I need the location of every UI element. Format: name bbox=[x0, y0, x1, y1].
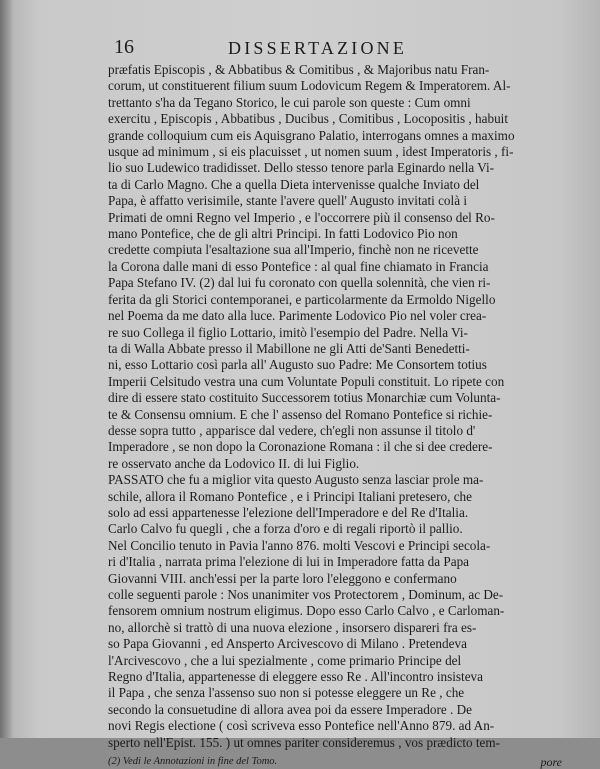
text-line: colle seguenti parole : Nos unanimiter vos Protectorem , Dominum, ac De- bbox=[108, 587, 504, 602]
text-line: solo ad essi appartenesse l'elezione dell'Imperadore e del Re d'Italia. bbox=[108, 504, 469, 520]
text-line: so Papa Giovanni , ed Ansperto Arcivescovo di Milano . Pretendeva bbox=[108, 636, 467, 652]
page-number: 16 bbox=[114, 36, 134, 58]
text-line: ta di Carlo Magno. Che a quella Dieta intervenisse qualche Inviato del bbox=[108, 176, 480, 192]
text-line: re osservato anche da Lodovico II. di lui Figlio. bbox=[108, 455, 360, 471]
text-line: Imperii Celsitudo vestra una cum Voluntate Populi constituit. Lo ripete con bbox=[108, 373, 505, 389]
text-line: l'Arcivescovo , che a lui spezialmente , come primario Principe del bbox=[108, 652, 462, 668]
text-line: Papa Stefano IV. (2) dal lui fu coronato con quella solennità, che vien ri- bbox=[108, 275, 491, 291]
text-line: Primati de omni Regno vel Imperio , e l'occorrere più il consenso del Ro- bbox=[108, 209, 495, 225]
text-line: exercitu , Episcopis , Abbatibus , Ducibus , Comitibus , Locopositis , habuit bbox=[108, 111, 508, 127]
text-line: præfatis Episcopis , & Abbatibus & Comitibus , & Majoribus natu Fran- bbox=[108, 62, 490, 77]
text-line: Imperadore , se non dopo la Coronazione Romana : il che si dee credere- bbox=[108, 439, 493, 455]
text-line: trettanto s'ha da Tegano Storico, le cui parole son queste : Cum omni bbox=[108, 94, 471, 110]
text-line: ni, esso Lottario così parla all' Augusto suo Padre: Me Consortem totius bbox=[108, 357, 487, 373]
text-line: grande colloquium cum eis Aquisgrano Palatio, interrogans omnes a maximo bbox=[108, 127, 515, 143]
page-header bbox=[108, 36, 578, 62]
book-page bbox=[108, 36, 578, 769]
footnote-row bbox=[108, 755, 578, 769]
text-line: nel Poema da me dato alla luce. Parimente Lodovico Pio nel voler crea- bbox=[108, 308, 487, 324]
text-line: sperto nell'Epist. 155. ) ut omnes pariter consideremus , vos prædicto tem- bbox=[108, 734, 501, 750]
text-line: fensorem omnium nostrum eligimus. Dopo esso Carlo Calvo , e Carloman- bbox=[108, 603, 505, 619]
text-line: novi Regis electione ( così scriveva esso Pontefice nell'Anno 879. ad An- bbox=[108, 718, 495, 734]
text-line: Giovanni VIII. anch'essi per la parte loro l'eleggono e confermano bbox=[108, 570, 457, 586]
text-line: lio suo Ludewico tradidisset. Dello stesso tenore parla Eginardo nella Vi- bbox=[108, 160, 495, 176]
text-line: secondo la consuetudine di allora avea poi da essere Imperadore . De bbox=[108, 701, 472, 717]
text-line: re suo Collega il figlio Lottario, imitò l'esempio del Padre. Nella Vi- bbox=[108, 324, 468, 340]
text-line: no, allorchè si trattò di una nuova elezione , insorsero dispareri fra es- bbox=[108, 619, 477, 635]
catchword: pore bbox=[540, 755, 562, 769]
text-line: Nel Concilio tenuto in Pavia l'anno 876. molti Vescovi e Principi secola- bbox=[108, 537, 491, 553]
text-line: ta di Walla Abbate presso il Mabillone ne gli Atti de'Santi Benedetti- bbox=[108, 340, 470, 356]
text-line: credette compiuta l'esaltazione sua all'Imperio, finchè non ne ricevette bbox=[108, 242, 479, 258]
text-line: corum, ut constituerent filium suum Lodovicum Regem & Imperatorem. Al- bbox=[108, 78, 511, 94]
text-line: Carlo Calvo fu quegli , che a forza d'oro e di regali riportò il pallio. bbox=[108, 521, 463, 537]
text-line: Regno d'Italia, appartenesse di eleggere esso Re . All'incontro insisteva bbox=[108, 669, 483, 685]
text-line: ferita da gli Storici contemporanei, e particolarmente da Ermoldo Nigello bbox=[108, 291, 496, 307]
text-line: desse sopra tutto , apparisce dal vedere, ch'egli non assunse il titolo d' bbox=[108, 422, 476, 438]
body-text bbox=[108, 62, 578, 751]
text-line: usque ad minimum , si eis placuisset , ut nomen suum , idest Imperatoris , fi- bbox=[108, 144, 514, 160]
text-line: Papa, è affatto verisimile, stante l'avere quell' Augusto invitati colà i bbox=[108, 193, 468, 209]
text-line: ri d'Italia , narrata prima l'elezione di lui in Imperadore fatta da Papa bbox=[108, 554, 470, 570]
text-line: schile, allora il Romano Pontefice , e i Principi Italiani pretesero, che bbox=[108, 488, 473, 504]
text-line: mano Pontefice, che de gli altri Principi. In fatti Lodovico Pio non bbox=[108, 226, 458, 242]
running-title: DISSERTAZIONE bbox=[228, 38, 408, 58]
footnote: (2) Vedi le Annotazioni in fine del Tomo. bbox=[108, 756, 278, 768]
text-line: PASSATO che fu a miglior vita questo Augusto senza lasciar prole ma- bbox=[108, 472, 484, 488]
text-line: la Corona dalle mani di esso Pontefice : al qual fine chiamato in Francia bbox=[108, 258, 489, 274]
text-line: dire di essere stato costituito Successorem totius Monarchiæ cum Volunta- bbox=[108, 390, 501, 406]
text-line: te & Consensu omnium. E che l' assenso del Romano Pontefice si richie- bbox=[108, 406, 493, 422]
text-line: il Papa , che senza l'assenso suo non si potesse eleggere un Re , che bbox=[108, 685, 465, 701]
